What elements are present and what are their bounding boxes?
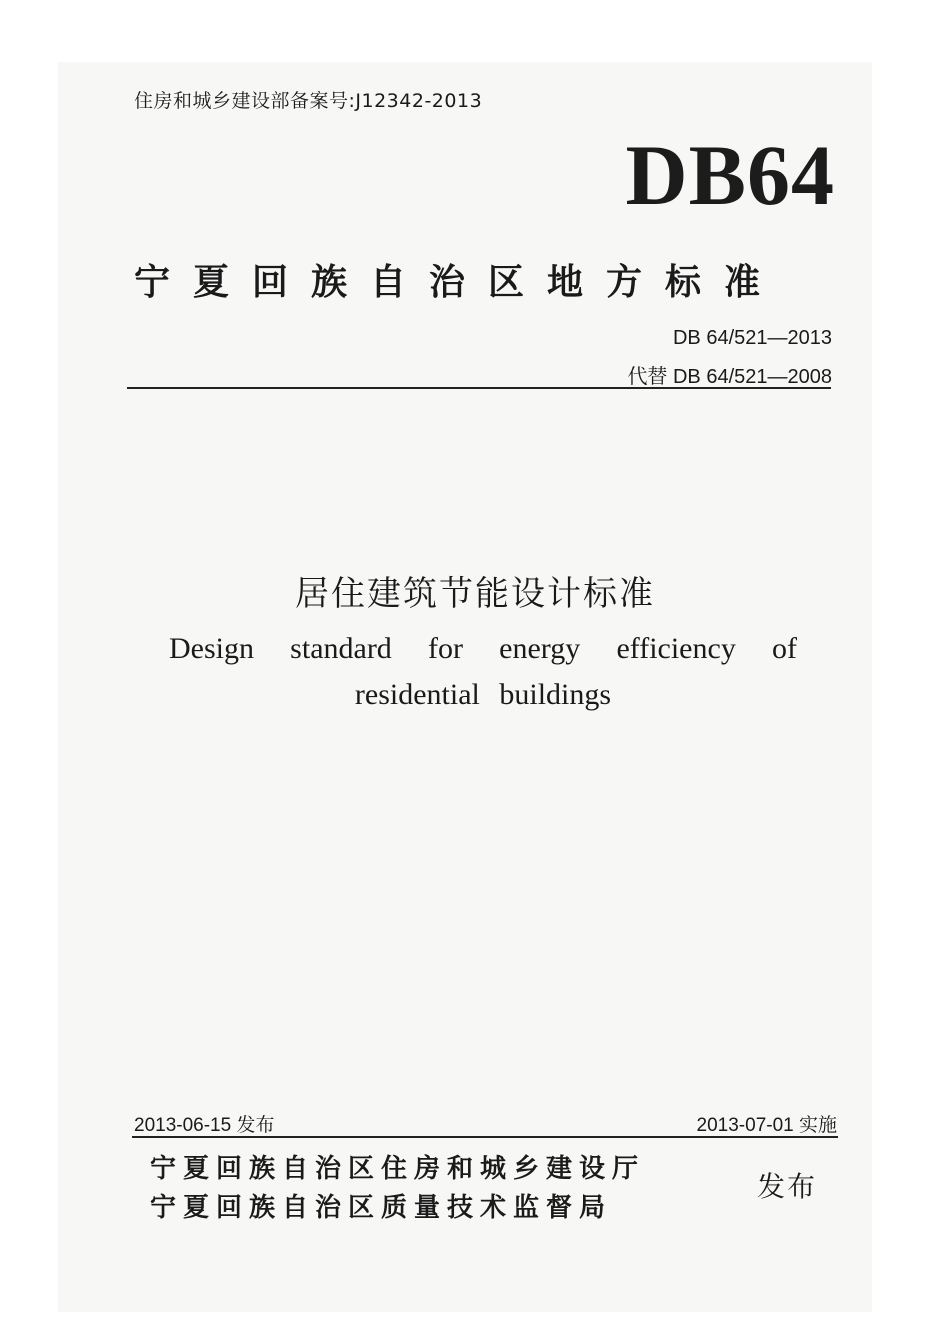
- issuer-quality-bureau: 宁夏回族自治区质量技术监督局: [150, 1193, 613, 1223]
- issue-date: 2013-06-15 发布: [134, 1115, 275, 1136]
- issuer-housing-department: 宁夏回族自治区住房和城乡建设厅: [150, 1154, 646, 1184]
- title-english-line-2: residential buildings: [354, 678, 612, 711]
- standard-type: 宁夏回族自治区地方标准: [134, 262, 784, 303]
- footer-divider: [132, 1136, 838, 1138]
- record-number: 住房和城乡建设部备案号:J12342-2013: [134, 90, 483, 112]
- publish-label: 发布: [757, 1170, 818, 1203]
- standard-code: DB64: [625, 127, 835, 223]
- implementation-date: 2013-07-01 实施: [696, 1115, 837, 1136]
- standard-number: DB 64/521—2013: [672, 327, 832, 349]
- header-divider: [127, 387, 831, 389]
- title-english-line-1: Design standard for energy efficiency of: [169, 632, 797, 665]
- replaced-standard: 代替 DB 64/521—2008: [627, 366, 832, 388]
- title-chinese: 居住建筑节能设计标准: [295, 574, 655, 614]
